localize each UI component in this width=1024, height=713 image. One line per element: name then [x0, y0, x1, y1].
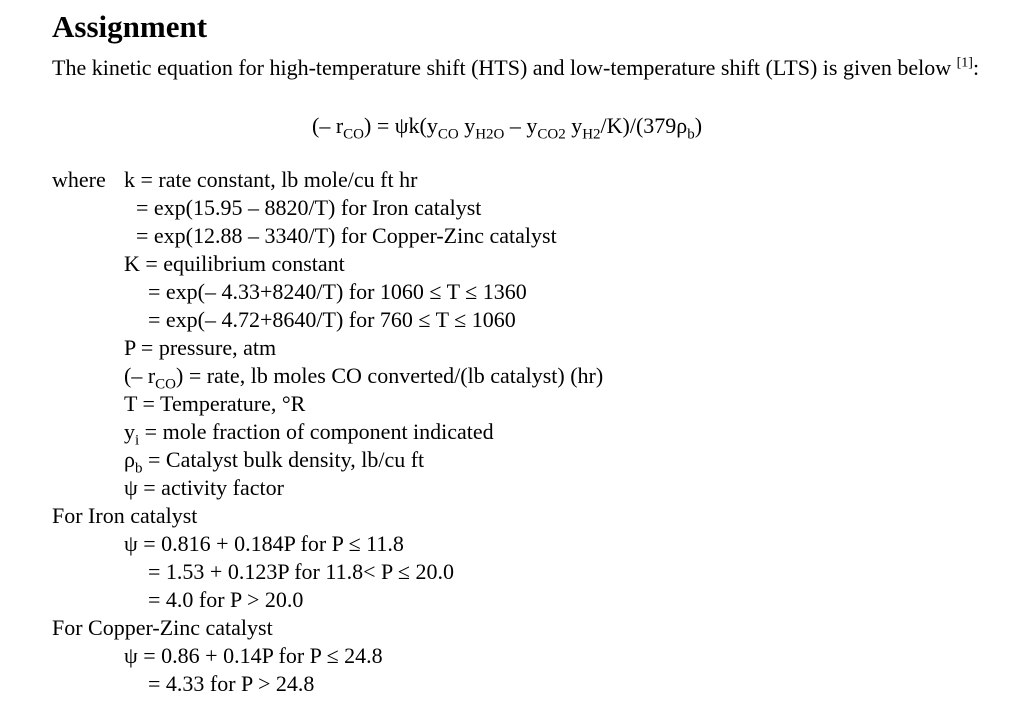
- eq-part: /K)/(379ρ: [600, 113, 688, 138]
- def-yi-subscript: i: [135, 432, 140, 449]
- eq-part: (– r: [312, 113, 344, 138]
- def-rate-constant: k = rate constant, lb mole/cu ft hr: [124, 167, 418, 192]
- def-yi-post: = mole fraction of component indicated: [139, 419, 494, 444]
- copper-psi-line-2: = 4.33 for P > 24.8: [148, 671, 315, 696]
- iron-psi-line-3: = 4.0 for P > 20.0: [148, 587, 304, 612]
- def-K-low: = exp(– 4.72+8640/T) for 760 ≤ T ≤ 1060: [148, 307, 516, 332]
- intro-text: The kinetic equation for high-temperature shift (HTS) and low-temperature shift (LTS) is given below: [52, 55, 957, 80]
- eq-part: – y: [504, 113, 538, 138]
- def-rate: [124, 362, 604, 393]
- eq-part: y: [565, 113, 583, 138]
- eq-part: y: [458, 113, 476, 138]
- def-rate-post: ) = rate, lb moles CO converted/(lb catalyst) (hr): [176, 363, 604, 388]
- def-pressure: P = pressure, atm: [124, 335, 277, 360]
- def-temperature: T = Temperature, °R: [124, 391, 306, 416]
- def-k-iron: = exp(15.95 – 8820/T) for Iron catalyst: [136, 195, 482, 220]
- def-K-high: = exp(– 4.33+8240/T) for 1060 ≤ T ≤ 1360: [148, 279, 527, 304]
- eq-part: ): [694, 113, 703, 138]
- def-rate-pre: (– r: [124, 363, 156, 388]
- kinetic-equation: [312, 112, 703, 143]
- iron-catalyst-heading: For Iron catalyst: [52, 503, 198, 528]
- copper-psi-line-1: ψ = 0.86 + 0.14P for P ≤ 24.8: [124, 643, 383, 668]
- def-activity-factor: ψ = activity factor: [124, 475, 284, 500]
- eq-subscript: H2: [582, 126, 601, 143]
- eq-subscript: CO2: [537, 126, 566, 143]
- eq-part: ) = ψk(y: [364, 113, 438, 138]
- def-k-copper: = exp(12.88 – 3340/T) for Copper-Zinc catalyst: [136, 223, 557, 248]
- page-title: Assignment: [52, 9, 208, 44]
- eq-subscript: H2O: [475, 126, 505, 143]
- def-yi-pre: y: [124, 419, 135, 444]
- def-rate-subscript: CO: [155, 376, 176, 393]
- def-bulk-density: [124, 446, 425, 477]
- intro-colon: :: [972, 55, 980, 80]
- reference-marker: [1]: [956, 55, 973, 71]
- intro-paragraph: [52, 54, 992, 81]
- eq-subscript: CO: [437, 126, 459, 143]
- eq-subscript: CO: [343, 126, 364, 143]
- iron-psi-line-2: = 1.53 + 0.123P for 11.8< P ≤ 20.0: [148, 559, 454, 584]
- where-label: where: [52, 167, 106, 192]
- def-rho-pre: ρ: [124, 447, 135, 472]
- def-mole-fraction: [124, 418, 494, 449]
- iron-psi-line-1: ψ = 0.816 + 0.184P for P ≤ 11.8: [124, 531, 404, 556]
- eq-subscript: b: [687, 126, 695, 143]
- def-rho-subscript: b: [134, 460, 143, 477]
- def-equilibrium-constant: K = equilibrium constant: [124, 251, 345, 276]
- def-rho-post: = Catalyst bulk density, lb/cu ft: [142, 447, 425, 472]
- copper-zinc-catalyst-heading: For Copper-Zinc catalyst: [52, 615, 273, 640]
